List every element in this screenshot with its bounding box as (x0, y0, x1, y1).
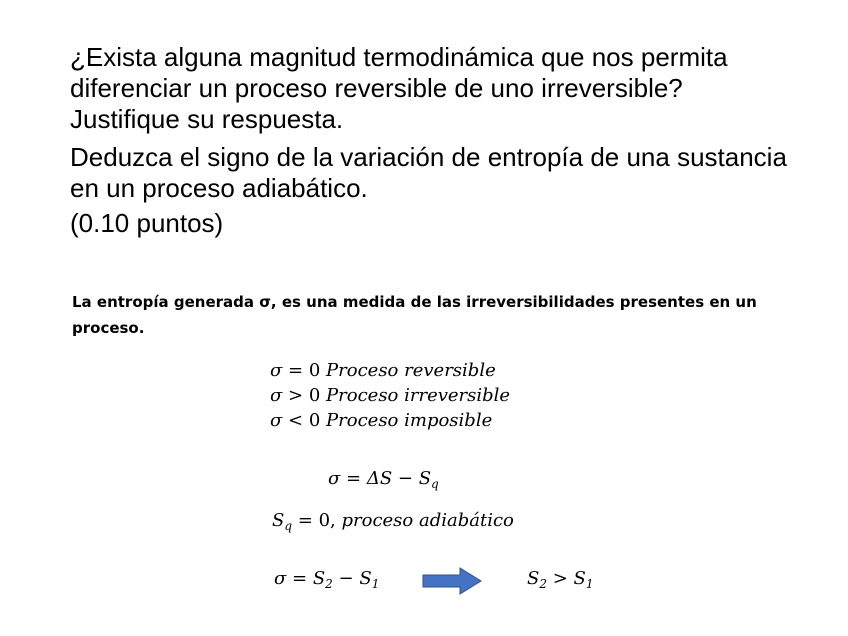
arrow-shape (423, 568, 481, 594)
sigma-symbol: σ (270, 360, 283, 381)
equation-label: Proceso irreversible (326, 385, 511, 406)
equation-part: − S (338, 568, 372, 589)
equation-impossible (270, 408, 492, 433)
equation-label: Proceso reversible (326, 360, 496, 381)
relation: > 0 (288, 385, 321, 406)
question-entropy-sign: Deduzca el signo de la variación de entropía de una sustancia en un proceso adiabático. (70, 142, 787, 203)
equation-irreversible (270, 383, 510, 408)
subscript: 1 (371, 577, 380, 591)
s-symbol: S (272, 510, 285, 531)
equation-sigma-definition (328, 466, 439, 491)
relation: > S (552, 568, 586, 589)
question-reversible-magnitude: ¿Exista alguna magnitud termodinámica que nos permita diferenciar un proceso reversible de uno irreversible? Justifique su respuesta. (70, 42, 728, 134)
equation-label: proceso adiabático (341, 510, 514, 531)
subscript: q (284, 519, 293, 533)
relation: = 0 (288, 360, 321, 381)
subscript: q (431, 477, 439, 491)
subscript: 2 (325, 577, 333, 591)
sigma-symbol: σ (270, 385, 283, 406)
relation: < 0 (288, 410, 321, 431)
sigma-symbol: σ (274, 568, 287, 589)
equation-part: = S (292, 568, 326, 589)
sigma-symbol: σ (328, 468, 341, 489)
relation: = 0, (297, 510, 336, 531)
equation-reversible (270, 358, 496, 383)
subscript: 1 (585, 577, 594, 591)
s-symbol: S (527, 568, 540, 589)
subscript: 2 (539, 577, 547, 591)
equation-entropy-result (527, 566, 594, 591)
question-points: (0.10 puntos) (70, 208, 224, 238)
sigma-symbol: σ (270, 410, 283, 431)
equation-adiabatic (272, 508, 514, 533)
equation-rhs: = ΔS − S (346, 468, 432, 489)
equation-label: Proceso imposible (326, 410, 493, 431)
right-arrow-icon (422, 567, 482, 595)
answer-intro: La entropía generada σ, es una medida de las irreversibilidades presentes en un proceso. (72, 293, 757, 337)
equation-sigma-difference (274, 566, 379, 591)
